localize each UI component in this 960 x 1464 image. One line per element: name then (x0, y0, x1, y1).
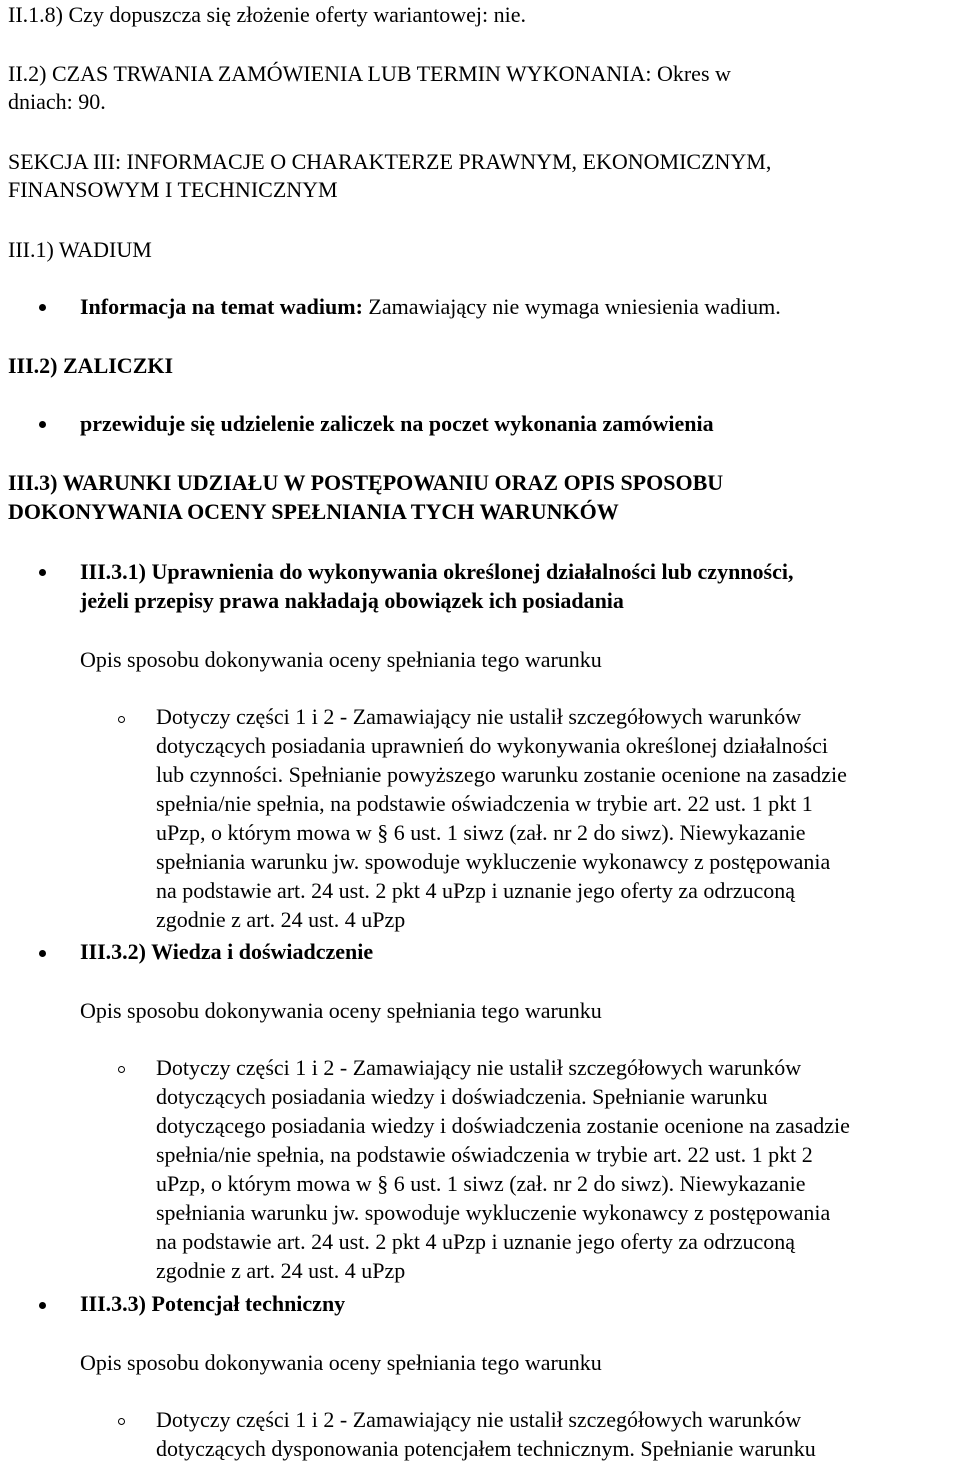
wiedza-title: III.3.2) Wiedza i doświadczenie (80, 939, 374, 964)
wadium-item-value: Zamawiający nie wymaga wniesienia wadium. (362, 294, 781, 319)
uprawnienia-text-line: zgodnie z art. 24 ust. 4 uPzp (156, 907, 406, 932)
circle-bullet-icon (118, 716, 125, 723)
wadium-item (80, 294, 781, 320)
section-iii-title-line2: FINANSOWYM I TECHNICZNYM (8, 177, 338, 202)
wiedza-opis-heading: Opis sposobu dokonywania oceny spełniania tego warunku (80, 998, 602, 1023)
wiedza-text-line: dotyczącego posiadania wiedzy i doświadczenia zostanie ocenione na zasadzie (156, 1113, 850, 1138)
uprawnienia-text-line: lub czynności. Spełnianie powyższego warunku zostanie ocenione na zasadzie (156, 762, 847, 787)
variant-offer-row (8, 2, 526, 28)
uprawnienia-title-line1: III.3.1) Uprawnienia do wykonywania określonej działalności lub czynności, (80, 559, 794, 584)
wiedza-text-line: zgodnie z art. 24 ust. 4 uPzp (156, 1258, 406, 1283)
variant-offer-value: nie. (488, 2, 527, 27)
bullet-icon (39, 421, 46, 428)
warunki-heading-line2: DOKONYWANIA OCENY SPEŁNIANIA TYCH WARUNKÓW (8, 499, 619, 524)
zaliczki-item: przewiduje się udzielenie zaliczek na poczet wykonania zamówienia (80, 411, 714, 436)
uprawnienia-text-line: uPzp, o którym mowa w § 6 ust. 1 siwz (zał. nr 2 do siwz). Niewykazanie (156, 820, 806, 845)
duration-value: Okres w (651, 61, 731, 86)
circle-bullet-icon (118, 1418, 125, 1425)
wiedza-text-line: na podstawie art. 24 ust. 2 pkt 4 uPzp i uznanie jego oferty za odrzuconą (156, 1229, 796, 1254)
warunki-heading-line1: III.3) WARUNKI UDZIAŁU W POSTĘPOWANIU ORAZ OPIS SPOSOBU (8, 470, 724, 495)
variant-offer-label: II.1.8) Czy dopuszcza się złożenie oferty wariantowej: (8, 2, 489, 27)
wiedza-text-line: Dotyczy części 1 i 2 - Zamawiający nie ustalił szczegółowych warunków (156, 1055, 802, 1080)
wadium-heading: III.1) WADIUM (8, 237, 152, 262)
potencjal-text-line: Dotyczy części 1 i 2 - Zamawiający nie ustalił szczegółowych warunków (156, 1407, 802, 1432)
uprawnienia-text-line: Dotyczy części 1 i 2 - Zamawiający nie ustalił szczegółowych warunków (156, 704, 802, 729)
uprawnienia-text-line: na podstawie art. 24 ust. 2 pkt 4 uPzp i uznanie jego oferty za odrzuconą (156, 878, 796, 903)
wiedza-text-line: spełnia/nie spełnia, na podstawie oświadczenia w trybie art. 22 ust. 1 pkt 2 (156, 1142, 813, 1167)
zaliczki-heading: III.2) ZALICZKI (8, 353, 174, 378)
potencjal-text-line: dotyczących dysponowania potencjałem technicznym. Spełnianie warunku (156, 1436, 816, 1461)
uprawnienia-text-line: spełniania warunku jw. spowoduje wykluczenie wykonawcy z postępowania (156, 849, 831, 874)
wiedza-text-line: uPzp, o którym mowa w § 6 ust. 1 siwz (zał. nr 2 do siwz). Niewykazanie (156, 1171, 806, 1196)
wiedza-text-line: spełniania warunku jw. spowoduje wykluczenie wykonawcy z postępowania (156, 1200, 831, 1225)
potencjal-opis-heading: Opis sposobu dokonywania oceny spełniania tego warunku (80, 1350, 602, 1375)
wadium-item-label: Informacja na temat wadium: (80, 294, 363, 319)
bullet-icon (39, 1302, 46, 1309)
uprawnienia-title-line2: jeżeli przepisy prawa nakładają obowiązek ich posiadania (80, 588, 624, 613)
circle-bullet-icon (118, 1066, 125, 1073)
section-iii-title-line1: SEKCJA III: INFORMACJE O CHARAKTERZE PRAWNYM, EKONOMICZNYM, (8, 149, 772, 174)
uprawnienia-text-line: dotyczących posiadania uprawnień do wykonywania określonej działalności (156, 733, 828, 758)
bullet-icon (39, 569, 46, 576)
duration-label: II.2) CZAS TRWANIA ZAMÓWIENIA LUB TERMIN WYKONANIA: (8, 61, 652, 86)
uprawnienia-opis-heading: Opis sposobu dokonywania oceny spełniania tego warunku (80, 647, 602, 672)
bullet-icon (39, 304, 46, 311)
duration-value-cont: dniach: 90. (8, 89, 106, 114)
wiedza-text-line: dotyczących posiadania wiedzy i doświadczenia. Spełnianie warunku (156, 1084, 768, 1109)
bullet-icon (39, 950, 46, 957)
uprawnienia-text-line: spełnia/nie spełnia, na podstawie oświadczenia w trybie art. 22 ust. 1 pkt 1 (156, 791, 813, 816)
duration-row (8, 61, 731, 87)
potencjal-title: III.3.3) Potencjał techniczny (80, 1291, 346, 1316)
